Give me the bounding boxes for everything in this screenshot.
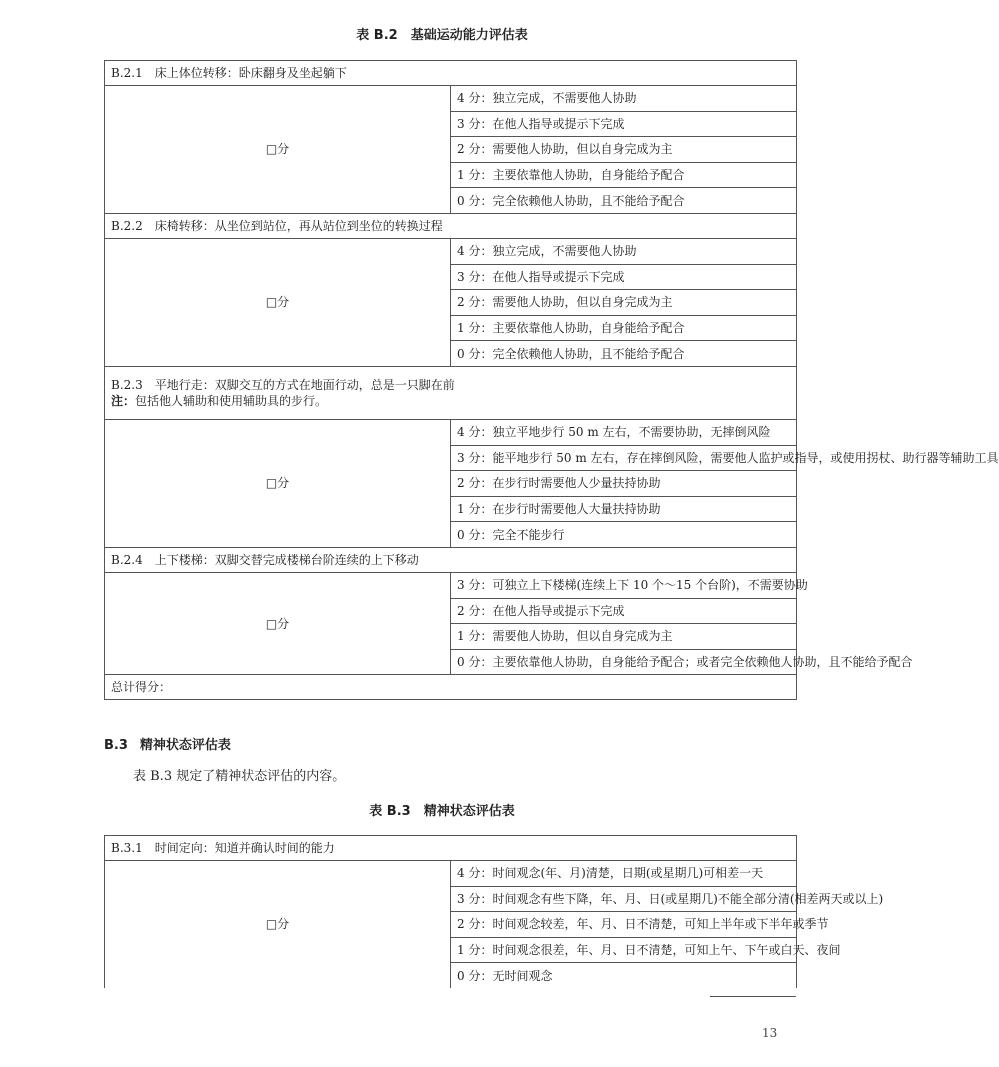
option-text: 1 分：时间观念很差，年、月、日不清楚，可知上午、下午或白天、夜间 [451,937,797,963]
option-text: 2 分：在步行时需要他人少量扶持协助 [451,471,797,497]
option-text: 1 分：主要依靠他人协助，自身能给予配合 [451,162,797,188]
option-text: 3 分：时间观念有些下降，年、月、日(或星期几)不能全部分清(相差两天或以上) [451,886,797,912]
note-label: 注： [111,393,136,408]
option-text: 4 分：独立完成，不需要他人协助 [451,86,797,112]
score-box[interactable]: □分 [105,572,451,674]
score-box[interactable]: □分 [105,419,451,547]
table-continuation-line [710,996,796,997]
section-title: 精神状态评估表 [139,738,231,753]
table-b2 [104,60,999,700]
option-text: 2 分：时间观念较差，年、月、日不清楚，可知上半年或下半年或季节 [451,912,797,938]
section-number: B.3 [104,738,128,753]
option-text: 2 分：在他人指导或提示下完成 [451,598,797,624]
option-text: 3 分：在他人指导或提示下完成 [451,111,797,137]
section-b3-heading [104,734,243,753]
note-text: 包括他人辅助和使用辅助具的步行。 [135,393,328,408]
option-text: 1 分：主要依靠他人协助，自身能给予配合 [451,315,797,341]
table-b2-caption: 表 B.2 基础运动能力评估表 [356,28,528,43]
item-b24-title: B.2.4 上下楼梯：双脚交替完成楼梯台阶连续的上下移动 [105,547,797,572]
option-text: 0 分：主要依靠他人协助，自身能给予配合；或者完全依赖他人协助，且不能给予配合 [451,649,797,675]
option-text: 0 分：完全依赖他人协助，且不能给予配合 [451,188,797,214]
page-number: 13 [762,1026,778,1040]
option-text: 1 分：在步行时需要他人大量扶持协助 [451,496,797,522]
option-text: 3 分：能平地步行 50 m 左右，存在摔倒风险，需要他人监护或指导，或使用拐杖、助行器等辅助工具 [451,445,797,471]
option-text: 2 分：需要他人协助，但以自身完成为主 [451,290,797,316]
item-b23-title: B.2.3 平地行走：双脚交互的方式在地面行动，总是一只脚在前 [111,377,455,392]
score-box[interactable]: □分 [105,86,451,214]
table-b3 [104,835,884,988]
item-b21-title: B.2.1 床上体位转移：卧床翻身及坐起躺下 [105,61,797,86]
total-score-cell[interactable]: 总计得分： [105,675,797,700]
option-text: 1 分：需要他人协助，但以自身完成为主 [451,624,797,650]
option-text: 3 分：可独立上下楼梯(连续上下 10 个～15 个台阶)，不需要协助 [451,572,797,598]
item-b31-title: B.3.1 时间定向：知道并确认时间的能力 [105,836,797,861]
score-box[interactable]: □分 [105,861,451,988]
item-b23-note [111,393,796,409]
item-b23-header [105,366,797,419]
table-b3-caption: 表 B.3 精神状态评估表 [369,804,515,819]
section-b3-paragraph: 表 B.3 规定了精神状态评估的内容。 [133,769,346,784]
option-text: 2 分：需要他人协助，但以自身完成为主 [451,137,797,163]
option-text: 4 分：独立平地步行 50 m 左右，不需要协助，无摔倒风险 [451,419,797,445]
option-text: 3 分：在他人指导或提示下完成 [451,264,797,290]
option-text: 0 分：无时间观念 [451,963,797,988]
option-text: 0 分：完全不能步行 [451,522,797,548]
option-text: 0 分：完全依赖他人协助，且不能给予配合 [451,341,797,367]
option-text: 4 分：时间观念(年、月)清楚，日期(或星期几)可相差一天 [451,861,797,887]
item-b22-title: B.2.2 床椅转移：从坐位到站位，再从站位到坐位的转换过程 [105,213,797,238]
option-text: 4 分：独立完成，不需要他人协助 [451,238,797,264]
score-box[interactable]: □分 [105,238,451,366]
